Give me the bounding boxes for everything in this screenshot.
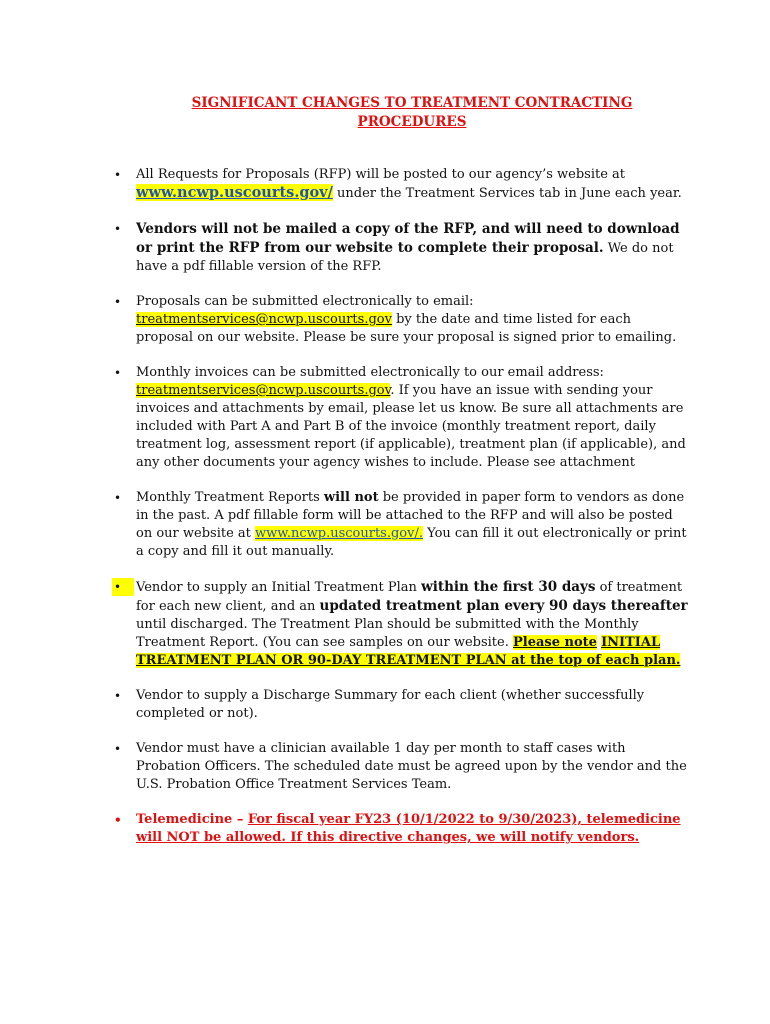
plan-text-3: until discharged. The Treatment Plan should be submitted with the Monthly Treatment Report. (You can see samples on our website.	[136, 617, 639, 650]
rfp-text-1: All Requests for Proposals (RFP) will be posted to our agency’s website at	[136, 167, 626, 182]
bullet-icon: •	[114, 168, 122, 182]
clinician-text: Vendor must have a clinician available 1 day per month to staff cases with Probation Officers. The scheduled date must be agreed upon by the vendor and the U.S. Probation Office Treatment Services Team.	[136, 741, 687, 792]
mail-text: We do not have a pdf fillable version of the RFP.	[136, 241, 674, 274]
reports-website-link[interactable]: www.ncwp.uscourts.gov/.	[255, 526, 423, 541]
plan-note-1: Please note	[512, 635, 597, 650]
plan-text-1: Vendor to supply an Initial Treatment Plan	[136, 580, 422, 595]
bullet-icon: •	[114, 689, 122, 703]
reports-text-1: Monthly Treatment Reports	[136, 490, 324, 505]
mail-bold-text: Vendors will not be mailed a copy of the RFP, and will need to download or print the RFP from our website to complete their proposal.	[136, 221, 680, 256]
bullet-icon: •	[114, 222, 122, 236]
list-item-rfp	[114, 166, 690, 203]
list-item-reports	[114, 489, 690, 561]
plan-note-2: INITIAL TREATMENT PLAN OR 90-DAY TREATMENT PLAN at the top of each plan.	[136, 635, 681, 668]
telemedicine-text: For fiscal year FY23 (10/1/2022 to 9/30/2023), telemedicine will NOT be allowed. If this directive changes, we will notify vendors.	[136, 812, 681, 845]
telemedicine-label: Telemedicine –	[136, 812, 248, 827]
proposals-email-link[interactable]: treatmentservices@ncwp.uscourts.gov	[136, 312, 392, 327]
proposals-text-2: by the date and time listed for each proposal on our website. Please be sure your proposal is signed prior to emailing.	[136, 312, 677, 345]
bullet-icon: •	[112, 578, 134, 596]
invoices-text-1: Monthly invoices can be submitted electronically to our email address:	[136, 365, 604, 380]
bullet-icon: •	[114, 366, 122, 380]
rfp-text-2: under the Treatment Services tab in June each year.	[332, 186, 682, 201]
list-item-proposals	[114, 293, 690, 347]
plan-text-2: of treatment for each new client, and an	[136, 580, 683, 614]
reports-text-3: You can fill it out electronically or print a copy and fill it out manually.	[136, 526, 687, 559]
bullet-icon: •	[114, 295, 122, 309]
list-item-invoices	[114, 364, 690, 472]
discharge-text: Vendor to supply a Discharge Summary for each client (whether successfully completed or not).	[136, 688, 645, 721]
reports-text-2: be provided in paper form to vendors as done in the past. A pdf fillable form will be attached to the RFP and will also be posted on our website at	[136, 490, 685, 541]
plan-bold-1: within the first 30 days	[421, 579, 596, 595]
bullet-icon: •	[114, 813, 122, 827]
bullet-icon: •	[114, 742, 122, 756]
list-item-mail	[114, 220, 690, 276]
title-line-1: SIGNIFICANT CHANGES TO TREATMENT CONTRACTING	[191, 95, 633, 111]
invoices-text-2: . If you have an issue with sending your invoices and attachments by email, please let us know. Be sure all attachments are included with Part A and Part B of the invoice (monthly treatment report, daily treatment log, assessment report (if applicable), treatment plan (if applicable), and any other documents your agency wishes to include. Please see attachment	[136, 383, 686, 470]
list-item-clinician	[114, 740, 690, 794]
reports-bold-text: will not	[323, 490, 379, 505]
list-item-discharge	[114, 687, 690, 723]
website-link[interactable]: www.ncwp.uscourts.gov/	[136, 184, 333, 201]
invoices-email-link[interactable]: treatmentservices@ncwp.uscourts.gov	[136, 383, 391, 398]
plan-bold-2: updated treatment plan every 90 days thereafter	[319, 598, 688, 614]
title-line-2: PROCEDURES	[357, 114, 467, 130]
page-title	[114, 94, 690, 132]
list-item-telemedicine	[114, 811, 690, 847]
bullet-list	[114, 166, 690, 847]
list-item-treatment-plan	[114, 578, 690, 670]
proposals-text-1: Proposals can be submitted electronically to email:	[136, 294, 474, 309]
bullet-icon: •	[114, 491, 122, 505]
